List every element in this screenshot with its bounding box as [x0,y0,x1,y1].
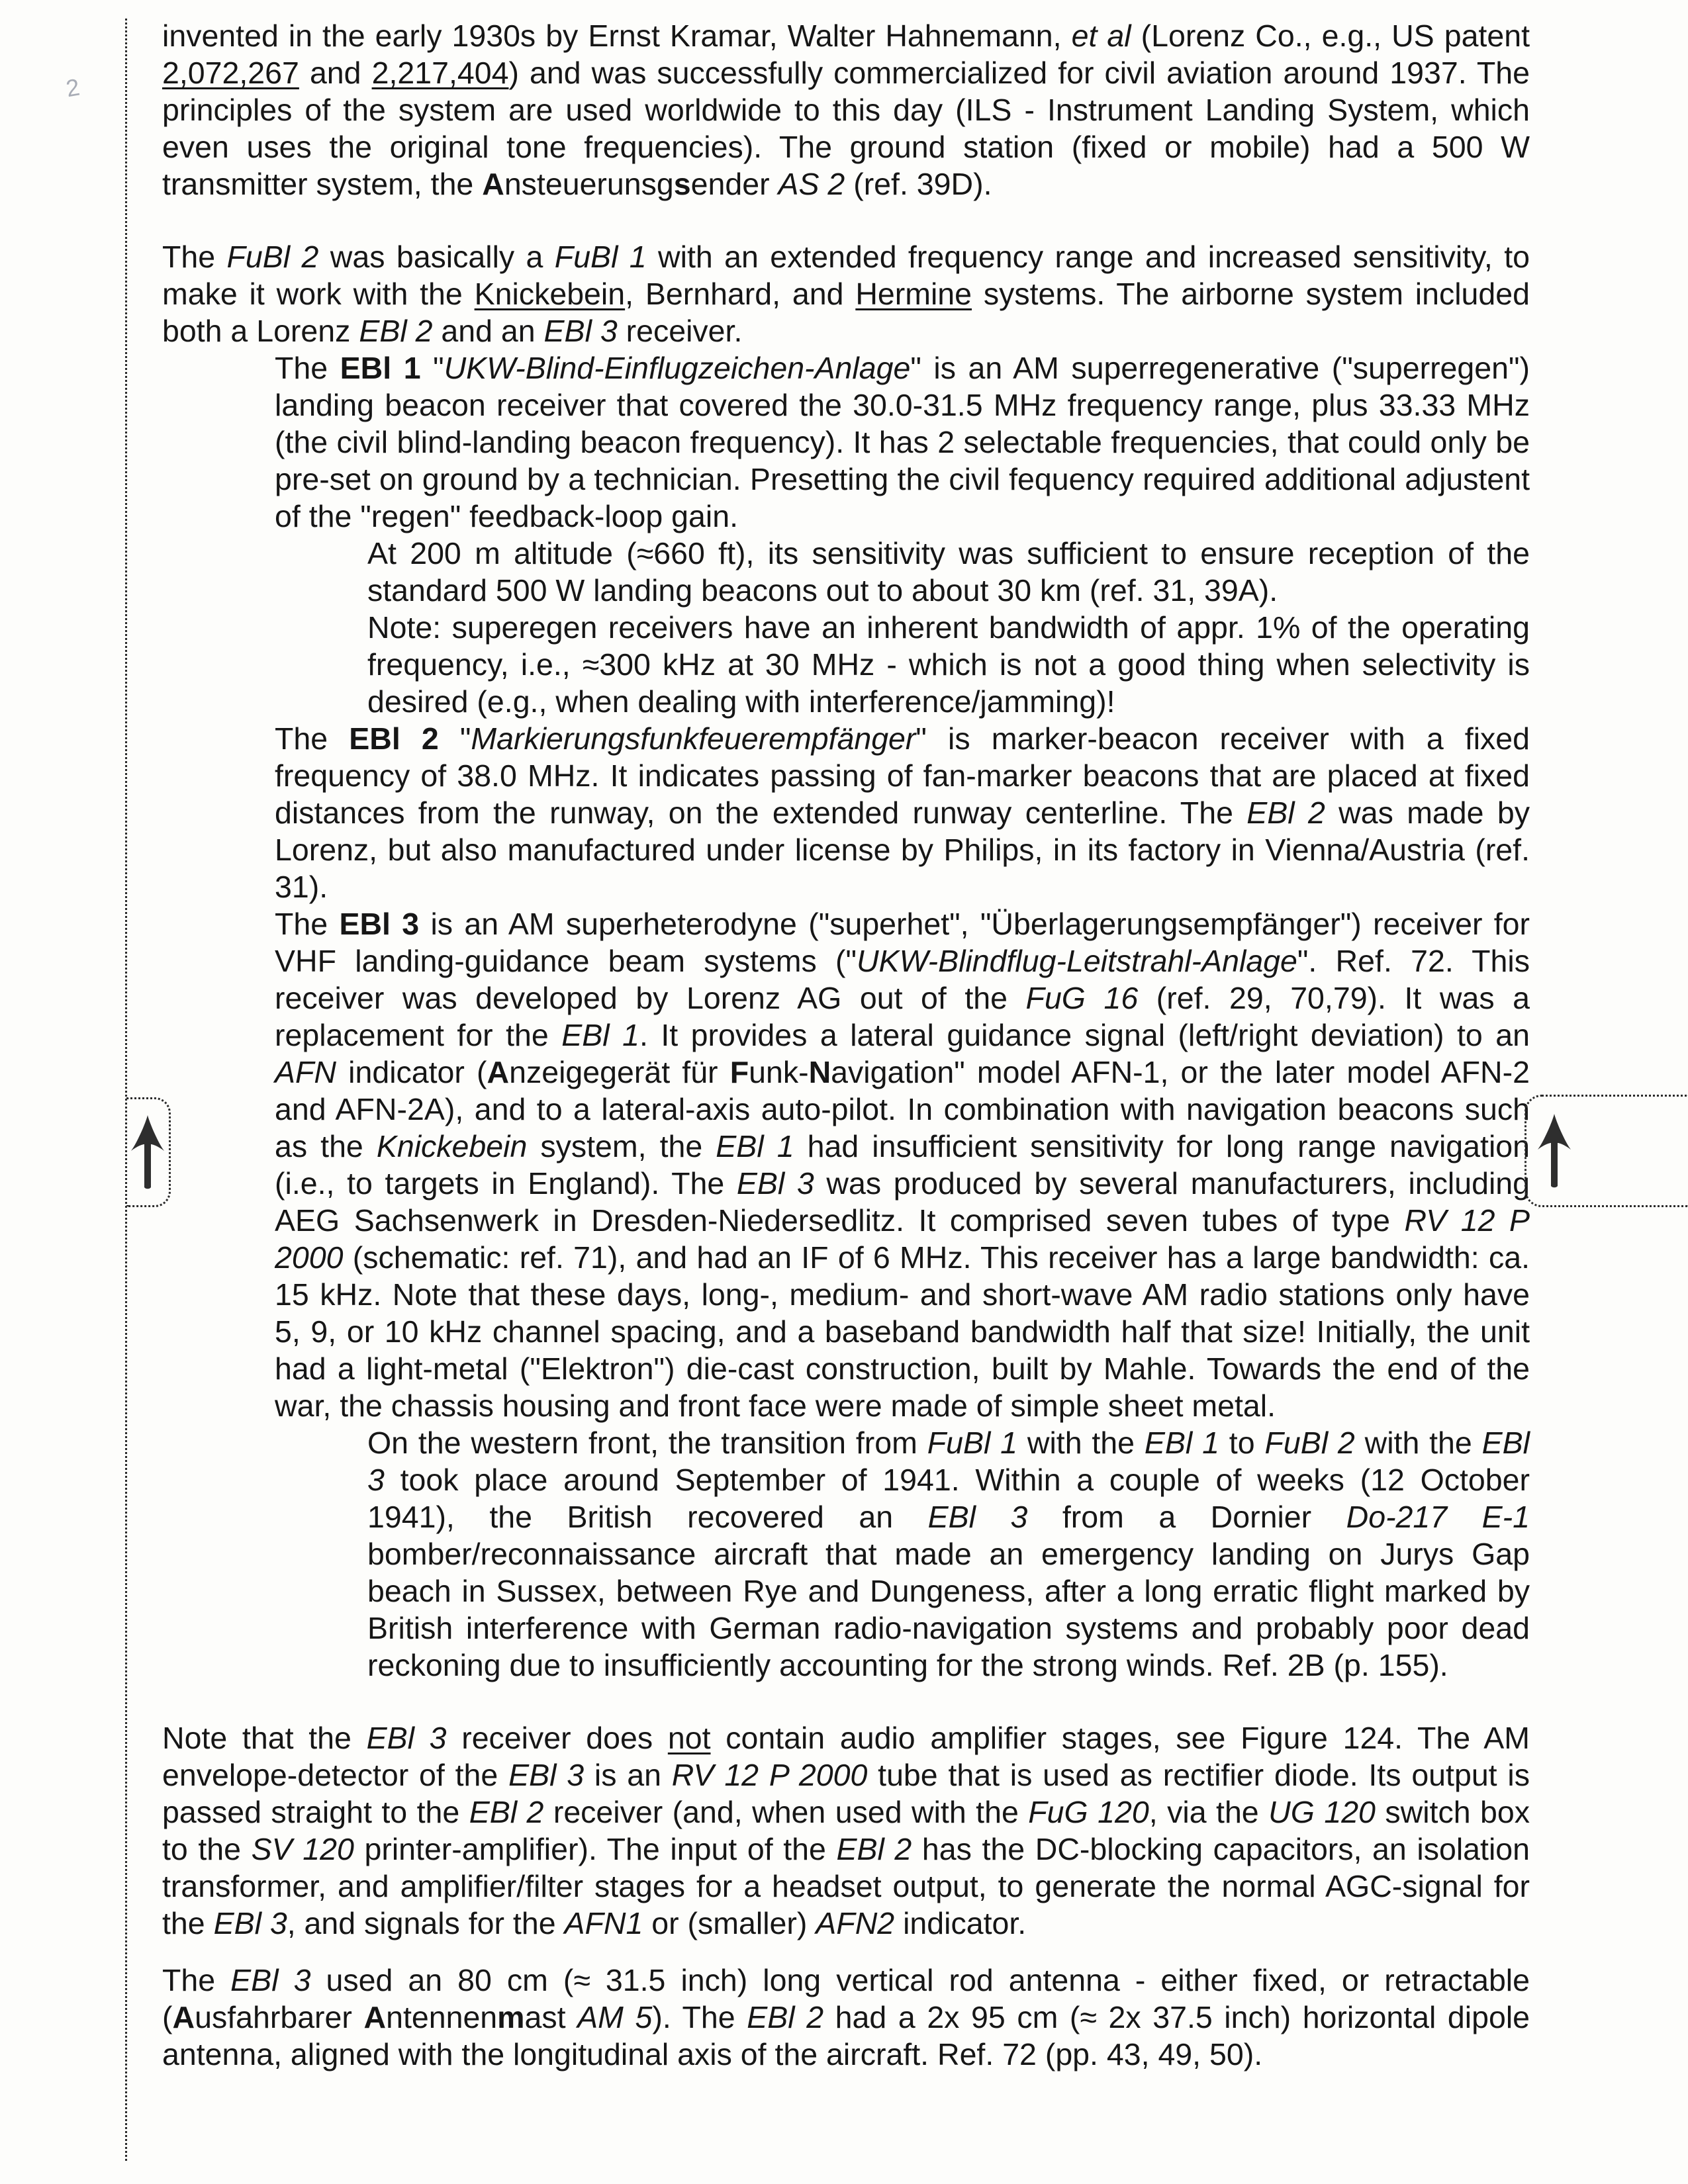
text-run: FuG 120 [1028,1795,1149,1829]
text-run: A [487,1055,510,1089]
text-run: A [482,167,504,201]
text-run: from a Dornier [1027,1500,1346,1534]
torn-edge-line [125,19,127,2161]
document-body [162,17,1530,2073]
text-run: was made by Lorenz, but also manufactured under license by Philips, in its factory in Vienna/Austria (ref. 31). [275,796,1530,904]
paragraph [275,349,1530,535]
text-run: had insufficient sensitivity for long range navigation (i.e., to targets in England). The [275,1129,1530,1201]
text-run: FuBl 1 [927,1426,1018,1460]
text-run: and an [432,314,544,348]
text-run: EBl 2 [836,1832,912,1866]
text-run: The [275,351,340,385]
text-run: Markierungsfunkfeuerempfänger [471,721,916,756]
text-run: EBl 3 [339,907,420,941]
up-arrow-icon[interactable] [1535,1112,1573,1190]
text-run: AFN [275,1055,336,1089]
text-run: , via the [1149,1795,1269,1829]
text-run: ) and was successfully commercialized for civil aviation around 1937. The principles of the system are used worldwide to this day (ILS - Instrument Landing System, which even uses the original tone frequencies). The ground station (fixed or mobile) had a 500 W transmitter system, the [162,56,1530,201]
text-run: AM 5 [577,2000,653,2034]
text-run: FuBl 2 [226,240,319,274]
underlined-text-run: not [667,1721,711,1755]
text-run: A [172,2000,195,2034]
text-run: EBl 3 [927,1500,1028,1534]
text-run: EBl 3 [736,1166,814,1201]
text-run: The [275,907,340,941]
text-run: system, the [527,1129,716,1163]
text-run: EBl 3 [543,314,618,348]
text-run: (ref. 39D). [845,167,992,201]
text-run: nzeigegerät für [509,1055,730,1089]
text-run: , Bernhard, and [625,277,856,311]
text-run: nsteuerunsg [504,167,674,201]
text-run: indicator ( [336,1055,487,1089]
text-run: with an extended frequency range and increased sensitivity, to make it work with the [162,240,1530,311]
text-run: receiver. [617,314,743,348]
text-run: FuBl 1 [554,240,647,274]
paragraph [162,1962,1530,2073]
text-run: ntennen [386,2000,498,2034]
text-run: Do-217 E-1 [1346,1500,1530,1534]
text-run: FuBl 2 [1264,1426,1355,1460]
text-run: unk- [749,1055,809,1089]
text-run: UKW-Blind-Einflugzeichen-Anlage [444,351,911,385]
pencil-mark: 2 [64,73,82,103]
text-run: (ref. 29, 70,79). It was a replacement for the [275,981,1530,1052]
text-run: et al [1071,19,1131,53]
text-run: " is an AM superregenerative ("superregen") landing beacon receiver that covered the 30.0-31.5 MHz frequency range, plus 33.33 MHz (the civil blind-landing beacon frequency). It has 2 selectable frequencies, that could only be pre-set on ground by a technician. Presetting the civil fequency required additional adjustent of the "regen" feedback-loop gain. [275,351,1530,533]
text-run: EBl 2 [469,1795,544,1829]
scroll-to-top-tab-left[interactable] [126,1097,171,1207]
text-run: EBl 2 [1246,796,1325,830]
paragraph [367,535,1530,609]
paragraph [275,905,1530,1424]
text-run: AFN2 [816,1906,895,1940]
text-run: , and signals for the [287,1906,565,1940]
text-run: EBl 1 [561,1018,639,1052]
underlined-text-run: 2,072,267 [162,56,299,90]
text-run: EBl 3 [367,1426,1530,1497]
text-run: was basically a [318,240,555,274]
text-run: or (smaller) [643,1906,816,1940]
paragraph [275,720,1530,905]
text-run: FuG 16 [1025,981,1139,1015]
text-run: A [363,2000,387,2034]
up-arrow-icon[interactable] [128,1113,167,1191]
paragraph [367,609,1530,720]
text-run: took place around September of 1941. Within a couple of weeks (12 October 1941), the British recovered an [367,1463,1530,1534]
text-run: tube that is used as rectifier diode. Its output is passed straight to the [162,1758,1530,1829]
text-run: EBl 2 [349,721,439,756]
text-run: has the DC-blocking capacitors, an isolation transformer, and amplifier/filter stages for a headset output, to generate the normal AGC-signal for the [162,1832,1530,1940]
paragraph [162,17,1530,203]
text-run: receiver does [446,1721,668,1755]
text-run: avigation" model AFN-1, or the later model AFN-2 and AFN-2A), and to a lateral-axis auto-pilot. In combination with navigation beacons such as the [275,1055,1530,1163]
text-run: At 200 m altitude (≈660 ft), its sensitivity was sufficient to ensure reception of the standard 500 W landing beacons out to about 30 km (ref. 31, 39A). [367,536,1530,608]
text-run: receiver (and, when used with the [543,1795,1029,1829]
text-run: s [673,167,691,201]
text-run: EBl 1 [1144,1426,1219,1460]
text-run: The [162,1963,231,1997]
text-run: (schematic: ref. 71), and had an IF of 6 MHz. This receiver has a large bandwidth: ca. 15 kHz. Note that these days, long-, medium- and short-wave AM radio stations only have 5, 9, or 10 kHz channel spacing, and a baseband bandwidth half that size! Initially, the unit had a light-metal ("Elektron") die-cast construction, built by Mahle. Towards the end of the war, the chassis housing and front face were made of simple sheet metal. [275,1240,1530,1423]
text-run: ast [524,2000,578,2034]
text-run: EBl 1 [340,351,421,385]
text-run: with the [1354,1426,1482,1460]
text-run: and [299,56,372,90]
text-run: EBl 3 [213,1906,287,1940]
underlined-text-run: Hermine [855,277,972,311]
text-run: Knickebein [376,1129,528,1163]
text-run: with the [1017,1426,1145,1460]
text-run: The [162,240,227,274]
text-run: used an 80 cm (≈ 31.5 inch) long vertical rod antenna - either fixed, or retractable ( [162,1963,1530,2034]
paragraph [162,238,1530,349]
underlined-text-run: 2,217,404 [371,56,509,90]
underlined-text-run: Knickebein [474,277,626,311]
text-run: (Lorenz Co., e.g., US patent [1131,19,1530,53]
text-run: . It provides a lateral guidance signal (left/right deviation) to an [639,1018,1530,1052]
text-run: EBl 2 [747,2000,824,2034]
text-run: indicator. [894,1906,1027,1940]
text-run: invented in the early 1930s by Ernst Kramar, Walter Hahnemann, [162,19,1072,53]
text-run: AFN1 [564,1906,643,1940]
text-run: UG 120 [1268,1795,1376,1829]
text-run: usfahrbarer [195,2000,364,2034]
text-run: AS 2 [778,167,845,201]
text-run: EBl 3 [366,1721,447,1755]
text-run: ). The [652,2000,747,2034]
text-run: was produced by several manufacturers, including AEG Sachsenwerk in Dresden-Niedersedlitz. It comprised seven tubes of type [275,1166,1530,1238]
paragraph [367,1424,1530,1684]
text-run: The [275,721,350,756]
text-run: RV 12 P 2000 [275,1203,1530,1275]
text-run: Note that the [162,1721,367,1755]
text-run: bomber/reconnaissance aircraft that made an emergency landing on Jurys Gap beach in Sussex, between Rye and Dungeness, after a long erratic flight marked by British interference with German radio-navigation systems and probably poor dead reckoning due to insufficiently accounting for the strong winds. Ref. 2B (p. 155). [367,1537,1530,1682]
paragraph [162,1719,1530,1942]
text-run: printer-amplifier). The input of the [353,1832,837,1866]
text-run: Note: superegen receivers have an inherent bandwidth of appr. 1% of the operating frequency, i.e., ≈300 kHz at 30 MHz - which is not a good thing when selectivity is desired (e.g., when dealing with interference/jamming)! [367,610,1530,719]
text-run: EBl 3 [230,1963,311,1997]
text-run: to [1219,1426,1265,1460]
text-run: " is marker-beacon receiver with a fixed frequency of 38.0 MHz. It indicates passing of fan-marker beacons that are placed at fixed distances from the runway, on the extended runway centerline. The [275,721,1530,830]
scroll-to-top-tab-right[interactable] [1524,1095,1688,1207]
text-run: ender [690,167,778,201]
text-run: SV 120 [251,1832,354,1866]
text-run: switch box to the [162,1795,1530,1866]
text-run: m [497,2000,525,2034]
text-run: EBl 3 [508,1758,585,1792]
text-run: had a 2x 95 cm (≈ 2x 37.5 inch) horizontal dipole antenna, aligned with the longitudinal axis of the aircraft. Ref. 72 (pp. 43, 49, 50). [162,2000,1530,2071]
text-run: is an AM superheterodyne ("superhet", "Überlagerungsempfänger") receiver for VHF landing-guidance beam systems (" [275,907,1530,978]
text-run: UKW-Blindflug-Leitstrahl-Anlage [856,944,1297,978]
text-run: systems. The airborne system included both a Lorenz [162,277,1530,348]
text-run: " [420,351,444,385]
text-run: RV 12 P 2000 [671,1758,868,1792]
text-run: EBl 2 [359,314,433,348]
text-run: On the western front, the transition from [367,1426,927,1460]
text-run: N [808,1055,831,1089]
text-run: EBl 1 [716,1129,794,1163]
text-run: ". Ref. 72. This receiver was developed by Lorenz AG out of the [275,944,1530,1015]
text-run: is an [584,1758,672,1792]
text-run: F [729,1055,749,1089]
text-run: contain audio amplifier stages, see Figure 124. The AM envelope-detector of the [162,1721,1530,1792]
text-run: " [438,721,471,756]
